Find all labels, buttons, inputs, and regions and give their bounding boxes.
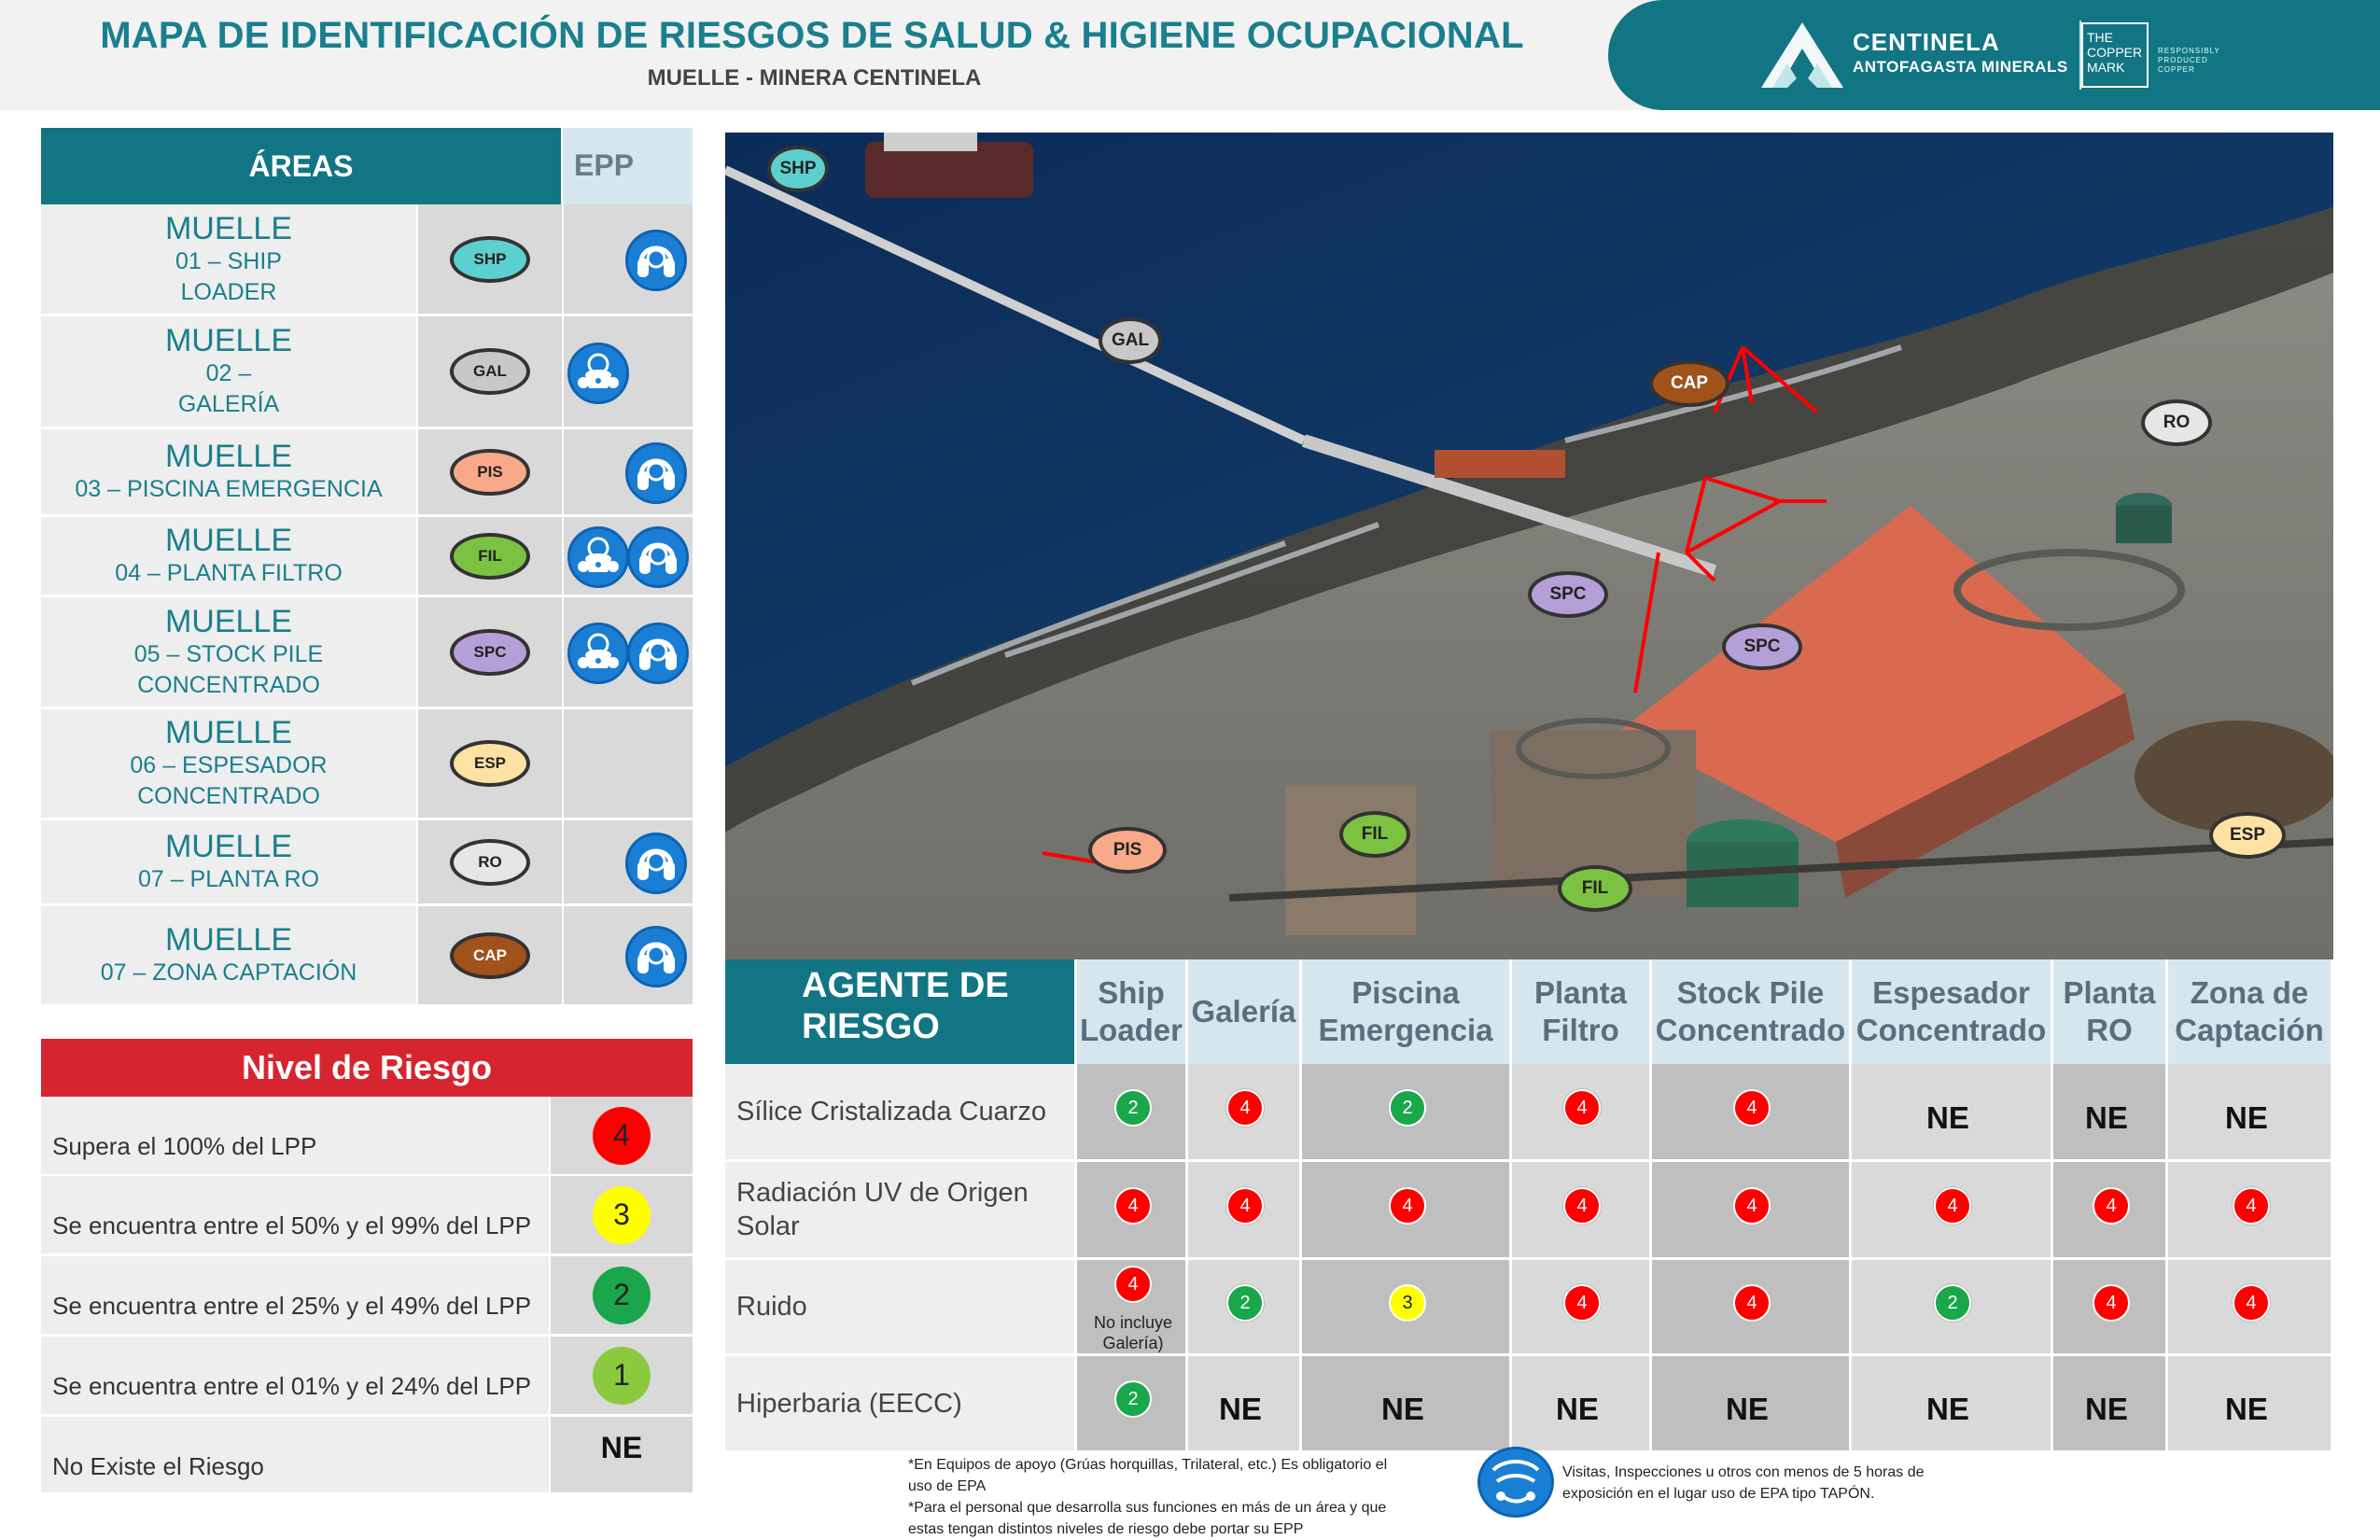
risk-level-dot: 4 xyxy=(1563,1187,1601,1225)
risk-level-row xyxy=(41,1337,693,1417)
risk-level-description: No Existe el Riesgo xyxy=(41,1417,549,1495)
risk-level-dot: 4 xyxy=(1563,1284,1601,1322)
area-row xyxy=(41,906,693,1007)
matrix-cell xyxy=(1302,1064,1512,1162)
area-row xyxy=(41,597,693,709)
agent-header-line: RIESGO xyxy=(802,1007,940,1046)
matrix-cell-ne: NE xyxy=(1726,1392,1769,1426)
copper-mark-note-line: RESPONSIBLY xyxy=(2158,47,2220,55)
map-tag-cap: CAP xyxy=(1649,360,1729,407)
risk-level-badge: 4 xyxy=(593,1107,651,1165)
matrix-cell xyxy=(2168,1260,2333,1356)
footnote-line: uso de EPA xyxy=(908,1478,987,1494)
matrix-agent-label: Sílice Cristalizada Cuarzo xyxy=(725,1064,1074,1162)
area-title: MUELLE xyxy=(164,829,293,864)
matrix-cell xyxy=(1188,1260,1302,1356)
respirator-icon xyxy=(567,526,629,588)
matrix-column-label-line: Concentrado xyxy=(1855,1013,2047,1047)
copper-mark-note xyxy=(2158,47,2220,75)
area-title: MUELLE xyxy=(164,439,293,474)
earplug-note-line: Visitas, Inspecciones u otros con menos de 5 horas de xyxy=(1562,1464,1925,1480)
area-code-badge: CAP xyxy=(450,932,530,979)
matrix-cell xyxy=(1652,1064,1852,1162)
matrix-cell-ne: NE xyxy=(1926,1392,1969,1426)
map-tag-fil: FIL xyxy=(1558,865,1632,912)
area-name-cell xyxy=(41,517,416,597)
area-title: MUELLE xyxy=(164,323,293,358)
area-code-badge: ESP xyxy=(450,740,530,787)
earplug-note-line: exposición en el lugar uso de EPA tipo TAPÓN. xyxy=(1562,1486,1875,1502)
area-epp-cell xyxy=(564,709,693,820)
risk-level-marker-cell xyxy=(551,1337,693,1417)
risk-level-dot: 4 xyxy=(1733,1089,1771,1127)
risk-level-marker-cell xyxy=(551,1256,693,1337)
risk-level-dot: 4 xyxy=(2233,1187,2270,1225)
matrix-cell xyxy=(1512,1162,1652,1260)
matrix-cell xyxy=(1188,1162,1302,1260)
hearing-protection-icon xyxy=(627,526,689,588)
risk-level-dot: 4 xyxy=(1389,1187,1426,1225)
agent-header-line: AGENTE DE xyxy=(802,966,1009,1005)
area-subtitle: CONCENTRADO xyxy=(137,783,320,809)
area-title: MUELLE xyxy=(164,210,293,246)
matrix-column-label xyxy=(1080,974,1183,1049)
risk-level-badge: 1 xyxy=(593,1347,651,1405)
matrix-cell-ne: NE xyxy=(2225,1100,2268,1135)
area-epp-cell xyxy=(564,517,693,597)
epp-header: EPP xyxy=(563,128,693,204)
area-code-cell xyxy=(418,429,562,517)
copper-mark-note-line: COPPER xyxy=(2158,65,2195,74)
risk-level-dot: 4 xyxy=(1733,1284,1771,1322)
area-row xyxy=(41,429,693,517)
matrix-cell-ne: NE xyxy=(1381,1392,1424,1426)
matrix-column-label-line: Captación xyxy=(2175,1013,2324,1047)
risk-level-marker-cell xyxy=(551,1417,693,1495)
matrix-cell xyxy=(1077,1162,1188,1260)
matrix-agent-label: Radiación UV de Origen Solar xyxy=(725,1162,1074,1260)
hearing-protection-icon xyxy=(625,230,687,291)
area-subtitle: 04 – PLANTA FILTRO xyxy=(115,560,343,586)
matrix-column-header xyxy=(1188,959,1302,1064)
risk-level-dot: 4 xyxy=(1226,1089,1264,1127)
risk-level-description: Supera el 100% del LPP xyxy=(41,1097,549,1177)
area-title: MUELLE xyxy=(164,523,293,558)
area-code-cell xyxy=(418,906,562,1007)
matrix-cell xyxy=(1188,1356,1302,1453)
matrix-column-label xyxy=(2063,974,2155,1049)
area-name-cell xyxy=(41,204,416,316)
risk-level-description: Se encuentra entre el 01% y el 24% del LPP xyxy=(41,1337,549,1417)
footnote-line: *Para el personal que desarrolla sus funciones en más de un área y que xyxy=(908,1500,1387,1516)
area-subtitle: 07 – PLANTA RO xyxy=(137,866,320,892)
matrix-cell xyxy=(1077,1064,1188,1162)
area-subtitle: 07 – ZONA CAPTACIÓN xyxy=(100,959,357,986)
risk-level-dot: 2 xyxy=(1114,1089,1152,1127)
area-subtitle: 02 – xyxy=(205,360,252,386)
area-subtitle: 06 – ESPESADOR xyxy=(130,752,328,778)
risk-level-row xyxy=(41,1176,693,1256)
matrix-cell-ne: NE xyxy=(1556,1392,1599,1426)
matrix-agent-label: Ruido xyxy=(725,1260,1074,1356)
risk-level-dot: 4 xyxy=(1114,1266,1152,1303)
area-subtitle: 03 – PISCINA EMERGENCIA xyxy=(75,476,383,502)
matrix-cell xyxy=(1302,1356,1512,1453)
hearing-protection-icon xyxy=(625,442,687,504)
matrix-cell xyxy=(1077,1356,1188,1453)
area-row xyxy=(41,316,693,429)
matrix-column-label-line: Espesador xyxy=(1872,975,2030,1010)
matrix-column-label-line: Ship xyxy=(1098,975,1165,1010)
matrix-cell xyxy=(1852,1356,2053,1453)
header-bar xyxy=(0,0,2380,110)
risk-level-marker-cell xyxy=(551,1097,693,1177)
copper-mark-note-line: PRODUCED xyxy=(2158,56,2208,64)
matrix-cell xyxy=(2053,1064,2168,1162)
area-code-cell xyxy=(418,709,562,820)
area-subtitle: GALERÍA xyxy=(177,391,280,417)
area-epp-cell xyxy=(564,597,693,709)
centinela-logo-icon xyxy=(1759,21,1845,90)
matrix-column-header xyxy=(1302,959,1512,1064)
area-title: MUELLE xyxy=(164,922,293,958)
matrix-column-label-line: RO xyxy=(2086,1013,2133,1047)
matrix-cell xyxy=(1512,1064,1652,1162)
matrix-column-label xyxy=(1192,993,1296,1030)
risk-level-badge: 3 xyxy=(593,1186,651,1244)
matrix-column-label xyxy=(1318,974,1492,1049)
map-tag-ro: RO xyxy=(2141,399,2212,446)
area-row xyxy=(41,517,693,597)
brand-subtitle: ANTOFAGASTA MINERALS xyxy=(1853,58,2068,76)
matrix-column-header xyxy=(1852,959,2053,1064)
hearing-protection-icon xyxy=(625,833,687,894)
area-code-cell xyxy=(418,820,562,906)
matrix-column-header xyxy=(1512,959,1652,1064)
brand-name: CENTINELA xyxy=(1853,28,2000,56)
map-tag-fil: FIL xyxy=(1339,811,1410,858)
area-epp-cell xyxy=(564,429,693,517)
risk-level-badge: 2 xyxy=(593,1267,651,1324)
map-tag-shp: SHP xyxy=(767,146,829,192)
area-code-cell xyxy=(418,204,562,316)
aerial-photo-illustration xyxy=(725,133,2333,959)
matrix-column-label-line: Stock Pile xyxy=(1676,975,1825,1010)
risk-level-marker-cell xyxy=(551,1176,693,1256)
page-title: MAPA DE IDENTIFICACIÓN DE RIESGOS DE SALUD & HIGIENE OCUPACIONAL xyxy=(100,15,1524,56)
aerial-site-photo xyxy=(725,133,2333,959)
map-tag-spc: SPC xyxy=(1528,571,1608,618)
area-epp-cell xyxy=(564,906,693,1007)
area-name-cell xyxy=(41,906,416,1007)
map-tag-gal: GAL xyxy=(1099,317,1162,364)
area-row xyxy=(41,820,693,906)
matrix-cell xyxy=(1652,1260,1852,1356)
matrix-column-label-line: Piscina xyxy=(1351,975,1460,1010)
copper-mark-line: MARK xyxy=(2087,60,2125,75)
area-row xyxy=(41,709,693,820)
area-subtitle: LOADER xyxy=(180,278,277,305)
risk-level-dot: 4 xyxy=(1114,1187,1152,1225)
matrix-column-label-line: Emergencia xyxy=(1318,1013,1493,1047)
matrix-cell xyxy=(1652,1356,1852,1453)
risk-level-dot: 2 xyxy=(1934,1284,1971,1322)
area-code-badge: RO xyxy=(450,839,530,886)
risk-level-ne: NE xyxy=(600,1431,643,1464)
matrix-column-label-line: Galería xyxy=(1191,994,1296,1029)
respirator-icon xyxy=(567,623,629,684)
matrix-cell xyxy=(2168,1064,2333,1162)
area-epp-cell xyxy=(564,316,693,429)
matrix-column-header xyxy=(2053,959,2168,1064)
risk-level-dot: 4 xyxy=(2233,1284,2270,1322)
matrix-cell xyxy=(1512,1356,1652,1453)
risk-level-dot: 4 xyxy=(2093,1284,2130,1322)
area-name-cell xyxy=(41,316,416,429)
matrix-column-label xyxy=(1656,974,1846,1049)
area-name-cell xyxy=(41,820,416,906)
copper-mark-logo xyxy=(2081,22,2149,88)
matrix-cell xyxy=(1852,1064,2053,1162)
risk-level-dot: 4 xyxy=(1563,1089,1601,1127)
area-code-badge: PIS xyxy=(450,449,530,496)
matrix-column-label-line: Zona de xyxy=(2190,975,2309,1010)
risk-level-dot: 2 xyxy=(1389,1089,1426,1127)
map-tag-spc: SPC xyxy=(1722,623,1802,670)
matrix-column-label-line: Filtro xyxy=(1542,1013,1619,1047)
agent-header xyxy=(725,959,1074,1064)
matrix-column-label xyxy=(2175,974,2324,1049)
risk-level-row xyxy=(41,1256,693,1337)
copper-mark-line: THE xyxy=(2087,30,2113,45)
matrix-cell xyxy=(2053,1260,2168,1356)
matrix-cell-ne: NE xyxy=(2085,1392,2128,1426)
area-subtitle: 01 – SHIP xyxy=(175,247,282,274)
area-code-badge: FIL xyxy=(450,533,530,580)
matrix-cell-ne: NE xyxy=(2225,1392,2268,1426)
map-tag-esp: ESP xyxy=(2209,812,2286,859)
area-code-badge: SHP xyxy=(450,236,530,283)
risk-level-header: Nivel de Riesgo xyxy=(41,1039,693,1097)
area-epp-cell xyxy=(564,820,693,906)
matrix-cell xyxy=(1852,1162,2053,1260)
risk-level-row xyxy=(41,1417,693,1495)
matrix-cell xyxy=(1852,1260,2053,1356)
matrix-column-label-line: Planta xyxy=(1533,975,1628,1010)
matrix-column-label-line: Loader xyxy=(1079,1013,1183,1047)
matrix-cell xyxy=(1302,1162,1512,1260)
matrix-cell-ne: NE xyxy=(2085,1100,2128,1135)
matrix-column-header xyxy=(1077,959,1188,1064)
map-tag-pis: PIS xyxy=(1088,827,1167,874)
matrix-agent-label: Hiperbaria (EECC) xyxy=(725,1356,1074,1453)
matrix-column-header xyxy=(1652,959,1852,1064)
areas-header: ÁREAS xyxy=(41,128,561,204)
earplug-icon xyxy=(1477,1447,1554,1518)
area-name-cell xyxy=(41,597,416,709)
risk-level-dot: 4 xyxy=(2093,1187,2130,1225)
matrix-cell xyxy=(1652,1162,1852,1260)
matrix-column-header xyxy=(2168,959,2333,1064)
risk-level-dot: 2 xyxy=(1114,1380,1152,1418)
footnote-line: *En Equipos de apoyo (Grúas horquillas, Trilateral, etc.) Es obligatorio el xyxy=(908,1457,1388,1473)
risk-level-description: Se encuentra entre el 25% y el 49% del LPP xyxy=(41,1256,549,1337)
hearing-protection-icon xyxy=(625,926,687,987)
area-subtitle: CONCENTRADO xyxy=(137,671,320,698)
area-title: MUELLE xyxy=(164,715,293,750)
matrix-cell-note: No incluye Galería) xyxy=(1093,1313,1173,1352)
footnote-line: estas tengan distintos niveles de riesgo debe portar su EPP xyxy=(908,1521,1304,1537)
hearing-protection-icon xyxy=(627,623,689,684)
matrix-column-label xyxy=(1856,974,2047,1049)
page-subtitle: MUELLE - MINERA CENTINELA xyxy=(647,65,982,91)
area-subtitle: 05 – STOCK PILE xyxy=(133,640,324,667)
area-epp-cell xyxy=(564,204,693,316)
matrix-cell xyxy=(2168,1356,2333,1453)
risk-level-dot: 3 xyxy=(1389,1284,1426,1322)
matrix-cell xyxy=(1512,1260,1652,1356)
area-name-cell xyxy=(41,709,416,820)
matrix-cell xyxy=(2053,1162,2168,1260)
matrix-cell xyxy=(1077,1260,1188,1356)
area-code-cell xyxy=(418,517,562,597)
risk-level-dot: 4 xyxy=(1934,1187,1971,1225)
earplug-note xyxy=(1562,1462,2029,1505)
risk-level-row xyxy=(41,1097,693,1177)
brand-banner xyxy=(1608,0,2380,110)
matrix-cell xyxy=(2168,1162,2333,1260)
matrix-column-label xyxy=(1534,974,1627,1049)
area-name-cell xyxy=(41,429,416,517)
risk-level-description: Se encuentra entre el 50% y el 99% del LPP xyxy=(41,1176,549,1256)
area-row xyxy=(41,204,693,316)
risk-level-dot: 4 xyxy=(1733,1187,1771,1225)
matrix-column-label-line: Planta xyxy=(2063,975,2156,1010)
area-code-cell xyxy=(418,597,562,709)
area-code-badge: SPC xyxy=(450,629,530,676)
footnotes xyxy=(908,1454,1468,1540)
matrix-cell xyxy=(2053,1356,2168,1453)
area-code-cell xyxy=(418,316,562,429)
area-title: MUELLE xyxy=(164,603,293,639)
area-code-badge: GAL xyxy=(450,348,530,395)
risk-level-dot: 2 xyxy=(1226,1284,1264,1322)
matrix-cell-ne: NE xyxy=(1926,1100,1969,1135)
matrix-column-label-line: Concentrado xyxy=(1655,1013,1846,1047)
matrix-cell xyxy=(1302,1260,1512,1356)
copper-mark-line: COPPER xyxy=(2087,45,2143,60)
matrix-cell xyxy=(1188,1064,1302,1162)
matrix-cell-ne: NE xyxy=(1219,1392,1262,1426)
respirator-icon xyxy=(567,343,629,404)
risk-level-dot: 4 xyxy=(1226,1187,1264,1225)
